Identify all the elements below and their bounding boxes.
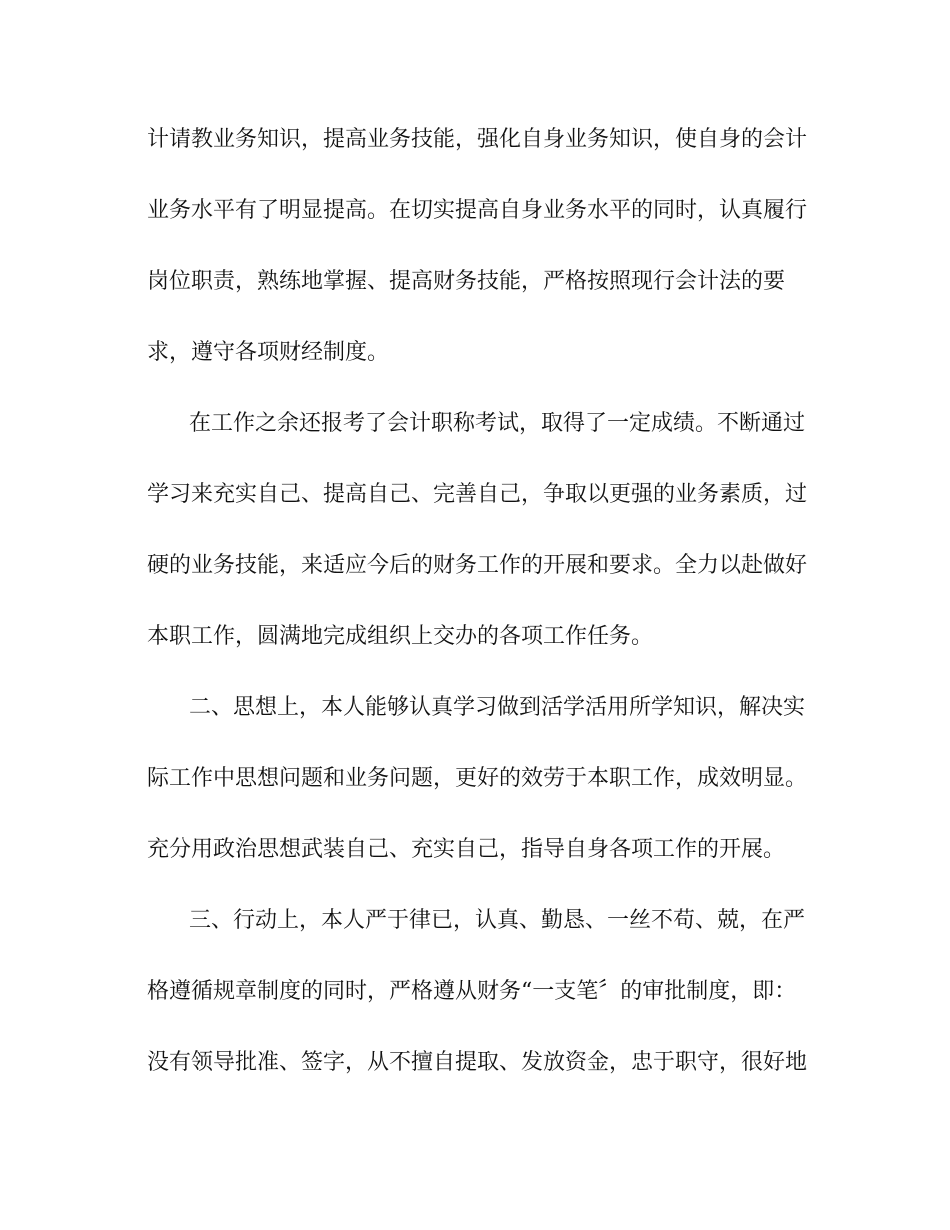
text-line: 际工作中思想问题和业务问题，更好的效劳于本职工作，成效明显。 xyxy=(147,766,808,791)
text-line: 充分用政治思想武装自己、充实自己，指导自身各项工作的开展。 xyxy=(147,837,786,862)
text-line: 硬的业务技能，来适应今后的财务工作的开展和要求。全力以赴做好 xyxy=(147,553,808,578)
text-line: 格遵循规章制度的同时，严格遵从财务“一支笔〞的审批制度，即： xyxy=(147,979,797,1004)
text-line: 没有领导批准、签字，从不擅自提取、发放资金，忠于职守，很好地 xyxy=(147,1050,808,1075)
text-line: 学习来充实自己、提高自己、完善自己，争取以更强的业务素质，过 xyxy=(147,482,808,507)
text-line: 本职工作，圆满地完成组织上交办的各项工作任务。 xyxy=(147,624,654,649)
text-line: 岗位职责，熟练地掌握、提高财务技能，严格按照现行会计法的要 xyxy=(147,269,786,294)
text-line: 业务水平有了明显提高。在切实提高自身业务水平的同时，认真履行 xyxy=(147,198,808,223)
text-line: 计请教业务知识，提高业务技能，强化自身业务知识，使自身的会计 xyxy=(147,127,808,152)
paragraph-first-line: 在工作之余还报考了会计职称考试，取得了一定成绩。不断通过 xyxy=(189,411,806,436)
text-line: 求，遵守各项财经制度。 xyxy=(147,340,390,365)
paragraph-first-line: 三、行动上，本人严于律已，认真、勤恳、一丝不苟、兢，在严 xyxy=(189,908,806,933)
paragraph-first-line: 二、思想上，本人能够认真学习做到活学活用所学知识，解决实 xyxy=(189,695,806,720)
